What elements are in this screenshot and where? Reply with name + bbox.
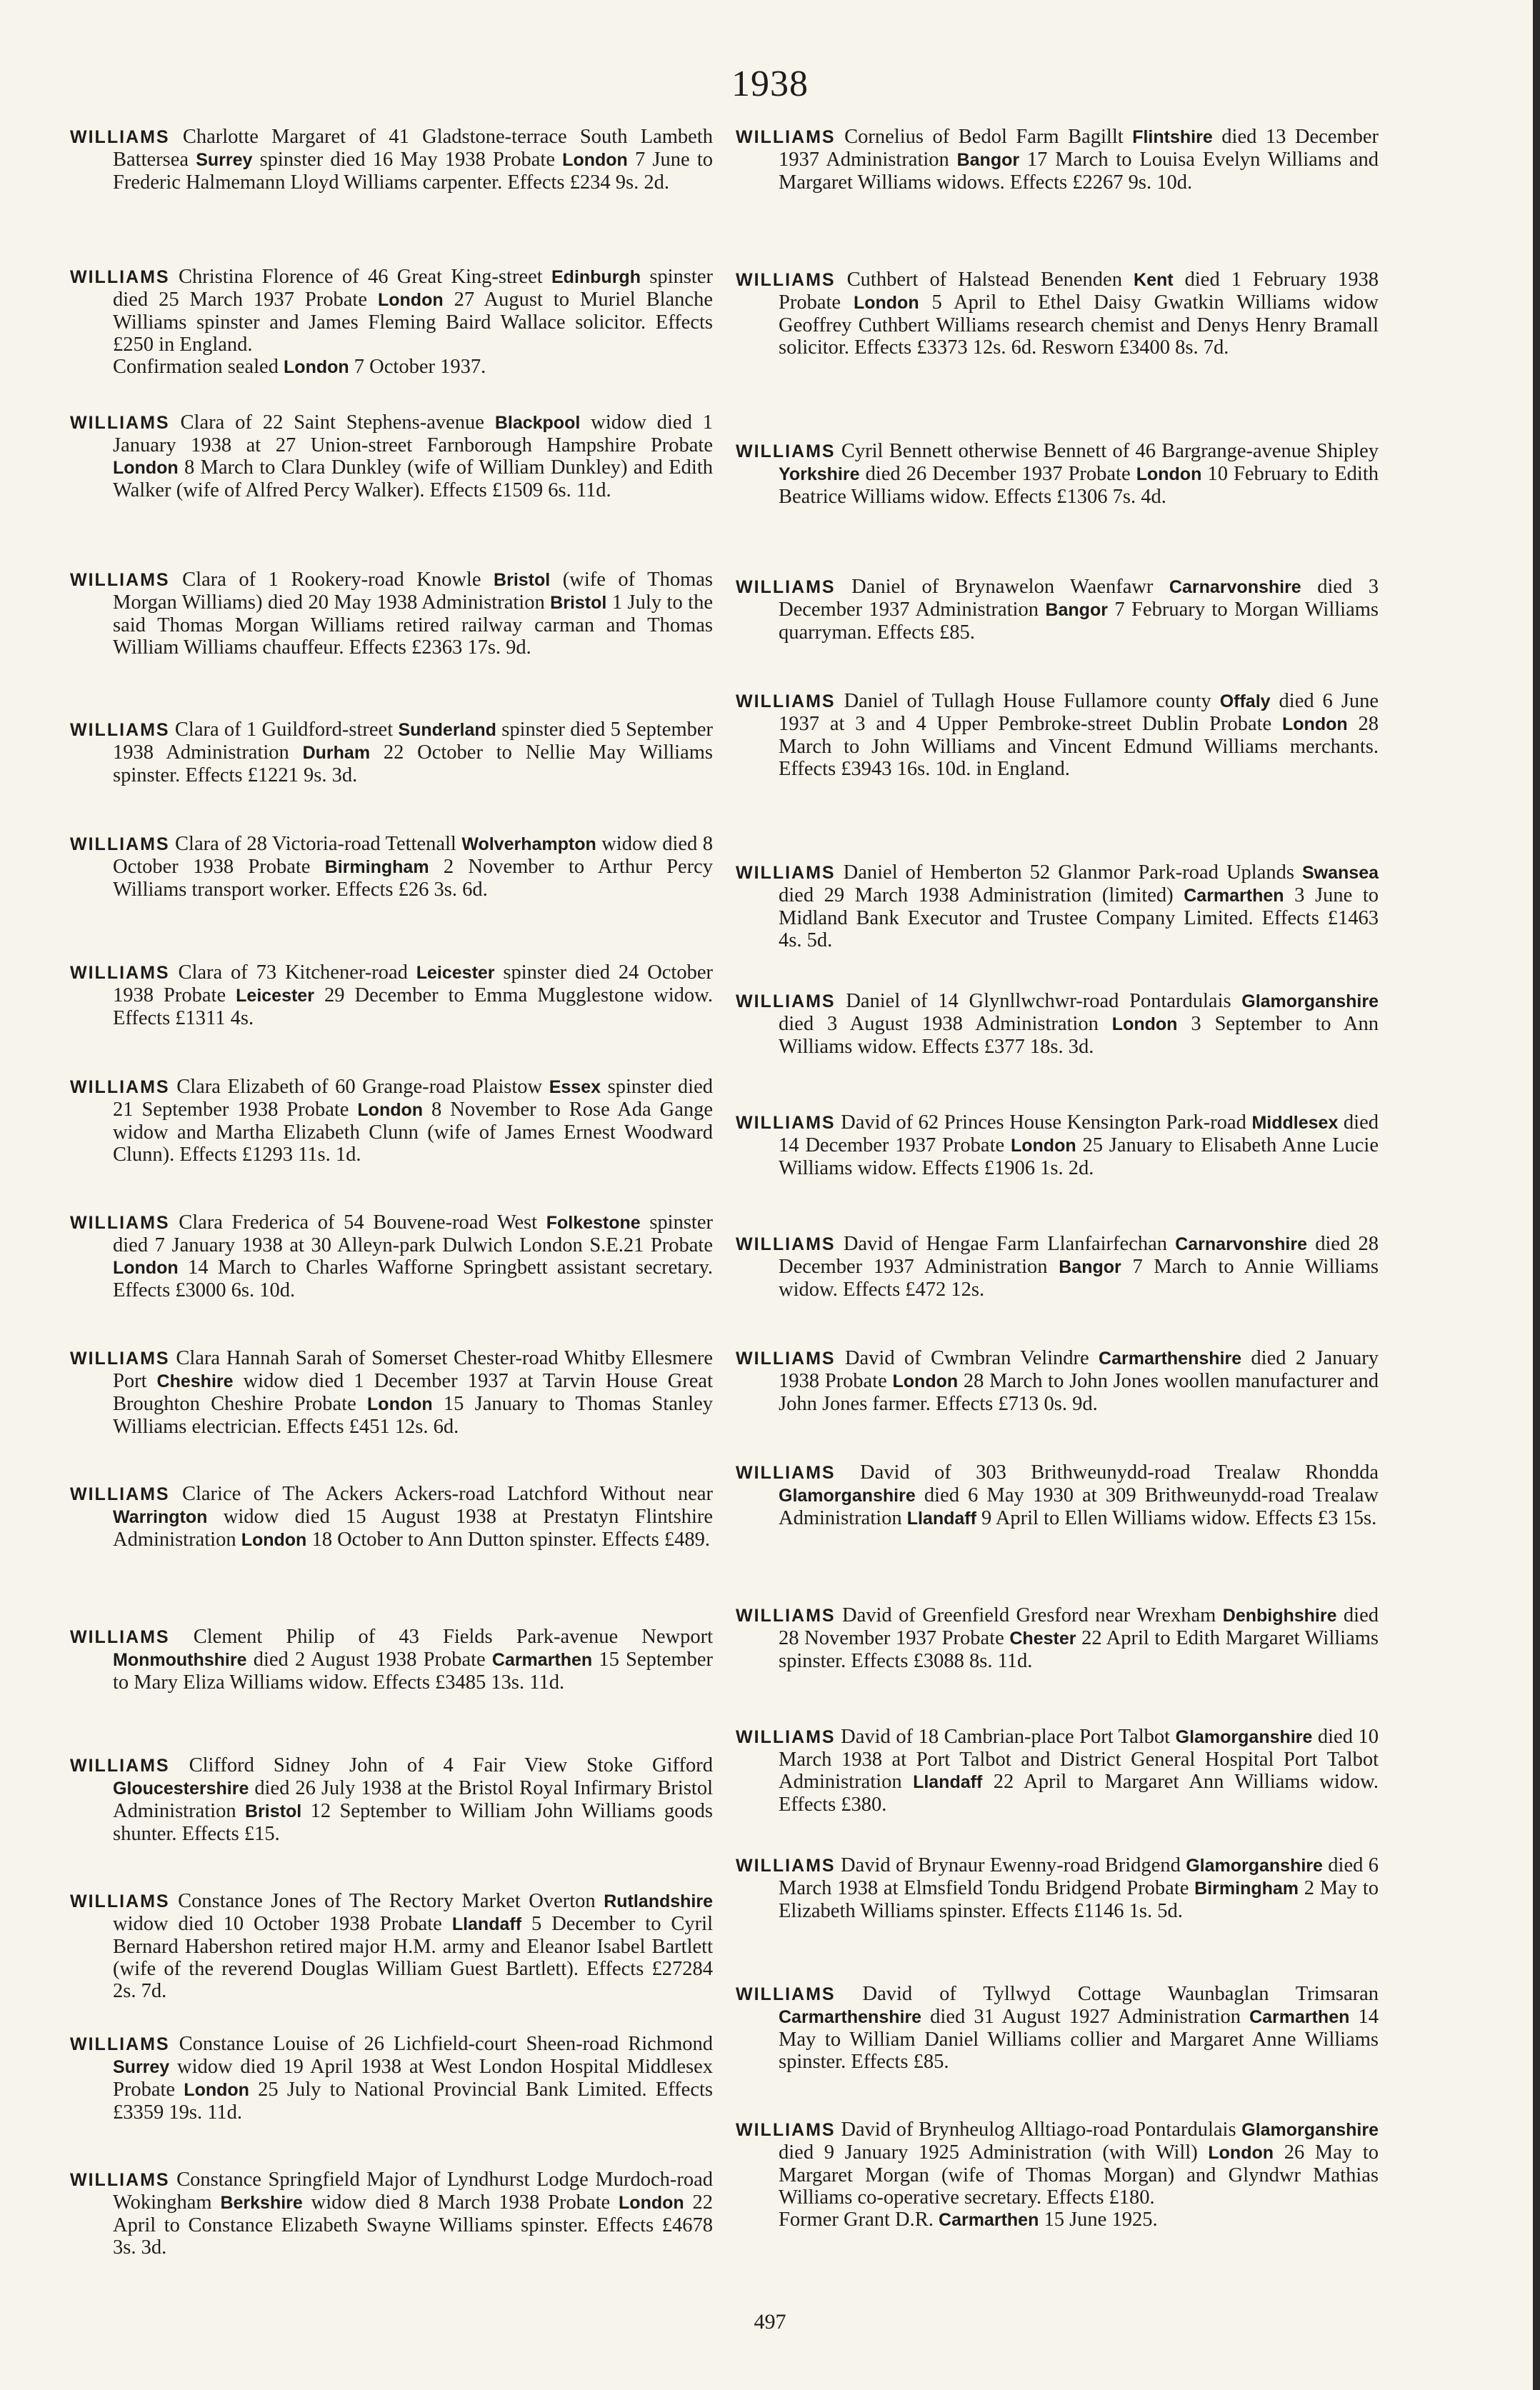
entry-place-name: Bangor [1059, 1257, 1121, 1277]
entry-place-name: London [184, 2080, 249, 2100]
entry-text-run: Clara of 73 Kitchener-road [178, 961, 416, 984]
entry-text-run: 15 September to Mary Eliza Williams widow. Effects £3485 13s. 11d. [113, 1649, 713, 1694]
entry-place-name: Carmarthen [1249, 2007, 1350, 2027]
entry-text-run: died 6 May 1930 at 309 Brithweunydd-road Trealaw Administration [779, 1484, 1379, 1529]
probate-entry [70, 1890, 713, 2002]
entry-text-run: Clara of 1 Guildford-street [174, 719, 399, 741]
probate-entry [736, 1983, 1379, 2073]
entry-surname: WILLIAMS [736, 1856, 836, 1876]
probate-entry [70, 1754, 713, 1845]
probate-entry [736, 1604, 1379, 1672]
entry-text [70, 1890, 713, 2002]
entry-text-run: Clara Hannah Sarah of Somerset Chester-road Whitby Ellesmere Port [113, 1347, 713, 1392]
entry-surname: WILLIAMS [736, 1606, 836, 1626]
entry-text-run: 22 April to Constance Elizabeth Swayne Williams spinster. Effects £4678 3s. 3d. [113, 2191, 714, 2259]
probate-entry [70, 719, 713, 786]
entry-text-run: Daniel of Brynawelon Waenfawr [851, 576, 1169, 598]
entry-text-run: spinster died 21 September 1938 Probate [113, 1076, 713, 1121]
entry-text-run: died 26 July 1938 at the Bristol Royal Infirmary Bristol Administration [113, 1777, 713, 1822]
entry-additional-line [70, 356, 713, 379]
entry-place-name: Birmingham [1194, 1879, 1299, 1899]
entry-text-run: widow died 10 October 1938 Probate [113, 1913, 452, 1935]
entry-text-run: 5 December to Cyril Bernard Habershon retired major H.M. army and Eleanor Isabel Bartlett (wife of the reverend Douglas William Guest Bartlett). Effects £27284 2s. 7d. [113, 1913, 713, 2002]
entry-place-name: Wolverhampton [461, 834, 596, 854]
entry-surname: WILLIAMS [70, 570, 170, 590]
entry-surname: WILLIAMS [736, 1727, 836, 1747]
entry-text-run: David of Cwmbran Velindre [844, 1347, 1099, 1369]
entry-text [70, 411, 713, 501]
entry-text [70, 1347, 713, 1438]
entry-place-name: Middlesex [1251, 1113, 1339, 1133]
entry-place-name: Bristol [550, 593, 607, 613]
entry-place-name: Swansea [1302, 863, 1379, 883]
entry-text-run: David of 62 Princes House Kensington Park-road [841, 1111, 1252, 1134]
entry-place-name: London [892, 1371, 959, 1391]
probate-entry [736, 861, 1379, 951]
page-edge-shadow [1533, 0, 1540, 2390]
entry-surname: WILLIAMS [736, 691, 836, 711]
entry-place-name: Denbighshire [1222, 1606, 1337, 1626]
entry-surname: WILLIAMS [70, 1756, 170, 1776]
page-number: 497 [754, 2310, 786, 2334]
entry-text-run: David of Tyllwyd Cottage Waunbaglan Trimsaran [862, 1983, 1379, 2005]
entry-place-name: London [1010, 1136, 1076, 1156]
entry-text [736, 576, 1379, 644]
entry-text-run: 10 February to Edith Beatrice Williams widow. Effects £1306 7s. 4d. [779, 463, 1379, 508]
entry-text-run: died 6 June 1937 at 3 and 4 Upper Pembroke-street Dublin Probate [779, 690, 1379, 735]
entry-text-run: widow died 1 December 1937 at Tarvin House Great Broughton Cheshire Probate [113, 1370, 713, 1415]
entry-text-run: Cyril Bennett otherwise Bennett of 46 Bargrange-avenue Shipley [841, 440, 1379, 462]
entry-surname: WILLIAMS [736, 1984, 836, 2004]
entry-place-name: Gloucestershire [113, 1779, 249, 1799]
entry-text [736, 1111, 1379, 1179]
entry-text [736, 126, 1379, 194]
entry-text-run: Christina Florence of 46 Great King-street [178, 266, 551, 288]
entry-place-name: Llandaff [913, 1772, 983, 1792]
probate-entry [70, 1347, 713, 1438]
entry-text-run: 29 December to Emma Mugglestone widow. Effects £1311 4s. [113, 984, 713, 1029]
entry-text-run: 28 March to John Jones woollen manufacturer and John Jones farmer. Effects £713 0s. 9d. [779, 1370, 1379, 1415]
entry-text-run: David of Greenfield Gresford near Wrexham [842, 1604, 1223, 1626]
entry-place-name: Leicester [236, 986, 314, 1006]
entry-place-name: London [1208, 2143, 1274, 2163]
entry-text [70, 569, 713, 659]
entry-text-run: spinster died 5 September 1938 Administration [113, 719, 714, 764]
entry-place-name: London [113, 458, 179, 478]
entry-text-run: Cornelius of Bedol Farm Bagillt [844, 126, 1133, 148]
entry-text-run: died 26 December 1937 Probate [859, 463, 1136, 485]
entry-text [736, 1726, 1379, 1816]
probate-entry [70, 1626, 713, 1694]
probate-entry [736, 1347, 1379, 1415]
entry-text-run: David of Brynheulog Alltiago-road Pontardulais [841, 2119, 1242, 2141]
entry-place-name: Glamorganshire [1186, 1856, 1323, 1876]
entry-text-run: died 3 December 1937 Administration [779, 576, 1379, 621]
entry-text [70, 833, 713, 901]
probate-entry [70, 126, 713, 194]
entry-text-run: died 13 December 1937 Administration [779, 126, 1379, 171]
entry-place-name: London [1136, 464, 1202, 484]
entry-surname: WILLIAMS [70, 834, 170, 854]
entry-place-name: Carmarthen [491, 1650, 593, 1670]
entry-place-name: Flintshire [1132, 127, 1213, 147]
entry-text-run: 15 January to Thomas Stanley Williams electrician. Effects £451 12s. 6d. [113, 1393, 713, 1438]
entry-text-run: spinster died 25 March 1937 Probate [113, 266, 713, 311]
entry-surname: WILLIAMS [70, 1484, 170, 1504]
entry-surname: WILLIAMS [70, 1891, 170, 1911]
entry-surname: WILLIAMS [70, 720, 170, 740]
entry-text-run: Confirmation sealed [113, 356, 284, 378]
entry-surname: WILLIAMS [70, 963, 170, 983]
entry-text-run: 7 February to Morgan Williams quarryman. Effects £85. [779, 599, 1379, 644]
entry-text-run: Charlotte Margaret of 41 Gladstone-terrace South Lambeth Battersea [113, 126, 713, 171]
entry-place-name: Glamorganshire [1175, 1727, 1313, 1747]
entry-place-name: Warrington [113, 1507, 208, 1527]
entry-place-name: Llandaff [451, 1914, 522, 1934]
entry-surname: WILLIAMS [70, 127, 170, 147]
entry-surname: WILLIAMS [70, 267, 170, 287]
entry-text-run: 7 October 1937. [349, 356, 486, 378]
entry-place-name: Edinburgh [551, 267, 641, 287]
probate-entry [70, 1076, 713, 1166]
entry-text-run: died 2 August 1938 Probate [246, 1649, 492, 1671]
entry-place-name: Glamorganshire [1241, 2120, 1379, 2140]
entry-text-run: died 28 December 1937 Administration [779, 1233, 1379, 1278]
entry-surname: WILLIAMS [70, 2034, 170, 2054]
entry-surname: WILLIAMS [70, 2170, 170, 2190]
entry-text [736, 1604, 1379, 1672]
entry-text [736, 440, 1379, 508]
probate-entry [70, 961, 713, 1029]
entry-place-name: Carmarthen [939, 2210, 1039, 2230]
entry-surname: WILLIAMS [736, 127, 836, 147]
entry-place-name: Chester [1009, 1629, 1076, 1649]
probate-entry [736, 990, 1379, 1058]
entry-text-run: died 10 March 1938 at Port Talbot and District General Hospital Port Talbot Administration [779, 1726, 1379, 1793]
entry-place-name: London [367, 1394, 433, 1414]
entry-text-run: widow died 1 January 1938 at 27 Union-street Farnborough Hampshire Probate [113, 411, 713, 456]
entry-place-name: Durham [302, 743, 371, 763]
probate-entry [736, 1854, 1379, 1922]
entry-text-run: 18 October to Ann Dutton spinster. Effects £489. [306, 1529, 710, 1551]
entry-text-run: 2 May to Elizabeth Williams spinster. Effects £1146 1s. 5d. [779, 1877, 1379, 1922]
entry-place-name: Essex [549, 1077, 601, 1097]
entry-text [736, 990, 1379, 1058]
entry-text-run: 22 April to Edith Margaret Williams spinster. Effects £3088 8s. 11d. [779, 1627, 1379, 1672]
page-year-heading: 1938 [731, 64, 809, 104]
entry-surname: WILLIAMS [736, 270, 836, 290]
entry-text-run: David of 18 Cambrian-place Port Talbot [841, 1726, 1176, 1748]
entry-text-run: 25 January to Elisabeth Anne Lucie Williams widow. Effects £1906 1s. 2d. [779, 1134, 1379, 1179]
entry-text-run: Clara of 28 Victoria-road Tettenall [175, 833, 462, 855]
probate-entry [70, 1483, 713, 1551]
probate-entry [70, 1211, 713, 1301]
entry-text [736, 1461, 1379, 1530]
entry-text [70, 126, 713, 194]
entry-place-name: Kent [1134, 270, 1174, 290]
entry-text-run: Daniel of 14 Glynllwchwr-road Pontardulais [846, 990, 1242, 1012]
entry-place-name: Bristol [494, 570, 551, 590]
entry-place-name: Bangor [1045, 600, 1108, 620]
entry-text-run: 26 May to Margaret Morgan (wife of Thomas Morgan) and Glyndwr Mathias Williams co-operative secretary. Effects £180. [779, 2141, 1379, 2209]
entry-text-run: Former Grant D.R. [779, 2209, 939, 2231]
entry-text-run: Clarice of The Ackers Ackers-road Latchford Without near [181, 1483, 714, 1505]
entry-text [736, 2119, 1379, 2209]
entry-text [70, 961, 713, 1029]
entry-surname: WILLIAMS [70, 1213, 170, 1233]
entry-text-run: 28 March to John Williams and Vincent Edmund Williams merchants. Effects £3943 16s. 10d. in England. [779, 713, 1379, 780]
probate-entry [736, 1233, 1379, 1301]
entry-place-name: London [1111, 1014, 1178, 1034]
entry-place-name: Carnarvonshire [1169, 577, 1301, 597]
entry-surname: WILLIAMS [70, 1077, 170, 1097]
entry-text-run: 3 September to Ann Williams widow. Effects £377 18s. 3d. [779, 1013, 1379, 1058]
probate-entry [736, 2119, 1379, 2231]
entry-text [736, 861, 1379, 951]
entry-place-name: Monmouthshire [113, 1650, 247, 1670]
entry-place-name: Carnarvonshire [1175, 1234, 1307, 1254]
entry-text-run: 12 September to William John Williams goods shunter. Effects £15. [113, 1800, 713, 1845]
entry-text [736, 690, 1379, 780]
entry-text [70, 1483, 713, 1551]
probate-entry [70, 266, 713, 379]
entry-text-run: died 9 January 1925 Administration (with Will) [779, 2141, 1209, 2164]
entry-place-name: London [1282, 714, 1348, 734]
entry-text-run: Constance Springfield Major of Lyndhurst Lodge Murdoch-road Wokingham [113, 2169, 713, 2214]
entry-place-name: Folkestone [546, 1213, 641, 1233]
entry-surname: WILLIAMS [736, 441, 836, 461]
entry-text-run: 8 November to Rose Ada Gange widow and Martha Elizabeth Clunn (wife of James Ernest Woodward Clunn). Effects £1293 11s. 1d. [113, 1099, 713, 1166]
entry-text-run: 14 March to Charles Wafforne Springbett assistant secretary. Effects £3000 6s. 10d. [113, 1256, 713, 1301]
entry-text-run: 22 October to Nellie May Williams spinster. Effects £1221 9s. 3d. [113, 741, 713, 786]
probate-entry [736, 440, 1379, 508]
entry-text [70, 1626, 713, 1694]
entry-surname: WILLIAMS [736, 863, 836, 883]
entry-text-run: David of Hengae Farm Llanfairfechan [843, 1233, 1176, 1255]
entry-text-run: 7 March to Annie Williams widow. Effects £472 12s. [779, 1256, 1379, 1301]
entry-text-run: widow died 8 October 1938 Probate [113, 833, 714, 878]
entry-surname: WILLIAMS [736, 577, 836, 597]
probate-entry [70, 411, 713, 501]
entry-text-run: Daniel of Tullagh House Fullamore county [844, 690, 1220, 712]
entry-text-run: 22 April to Margaret Ann Williams widow. Effects £380. [779, 1771, 1379, 1816]
probate-entry [70, 569, 713, 659]
entry-text-run: 27 August to Muriel Blanche Williams spinster and James Fleming Baird Wallace solicitor. Effects £250 in England. [113, 289, 713, 356]
entry-surname: WILLIAMS [736, 1234, 836, 1254]
entry-text-run: died 29 March 1938 Administration (limited) [779, 884, 1184, 906]
entry-text [736, 1983, 1379, 2073]
entry-text-run: spinster died 16 May 1938 Probate [252, 149, 563, 171]
entry-text-run: widow died 19 April 1938 at West London Hospital Middlesex Probate [113, 2056, 713, 2101]
entry-text-run: died 2 January 1938 Probate [779, 1347, 1379, 1392]
entry-place-name: London [853, 293, 919, 313]
entry-text-run: Clifford Sidney John of 4 Fair View Stoke Gifford [189, 1754, 714, 1776]
entry-place-name: Yorkshire [779, 464, 860, 484]
entry-place-name: Glamorganshire [1241, 991, 1379, 1011]
entry-surname: WILLIAMS [70, 413, 170, 433]
entry-text-run: 25 July to National Provincial Bank Limited. Effects £3359 19s. 11d. [113, 2079, 713, 2124]
probate-entry [736, 269, 1379, 359]
entry-text-run: 17 March to Louisa Evelyn Williams and Margaret Williams widows. Effects £2267 9s. 10d. [779, 149, 1379, 194]
entry-place-name: Carmarthenshire [1099, 1349, 1242, 1369]
entry-text-run: Clara Frederica of 54 Bouvene-road West [179, 1211, 546, 1234]
entry-place-name: Leicester [416, 963, 495, 983]
entry-text [70, 719, 713, 786]
entry-place-name: London [619, 2193, 684, 2213]
entry-place-name: Offaly [1219, 691, 1271, 711]
entry-text-run: 7 June to Frederic Halmemann Lloyd Williams carpenter. Effects £234 9s. 2d. [113, 149, 713, 194]
probate-entry [736, 1461, 1379, 1530]
entry-text-run: widow died 15 August 1938 at Prestatyn Flintshire Administration [113, 1506, 713, 1551]
entry-surname: WILLIAMS [736, 991, 836, 1011]
entry-text-run: David of 303 Brithweunydd-road Trealaw Rhondda [859, 1461, 1379, 1484]
entry-place-name: Glamorganshire [779, 1486, 916, 1506]
entry-text-run: Clara of 1 Rookery-road Knowle [182, 569, 494, 591]
entry-place-name: Bangor [956, 150, 1020, 170]
entry-text-run: 2 November to Arthur Percy Williams transport worker. Effects £26 3s. 6d. [113, 856, 713, 901]
entry-place-name: London [357, 1100, 424, 1120]
entry-text [70, 1076, 713, 1166]
entry-place-name: London [241, 1530, 307, 1550]
entry-surname: WILLIAMS [736, 1349, 836, 1369]
entry-text [736, 1347, 1379, 1415]
entry-place-name: Carmarthenshire [779, 2007, 922, 2027]
entry-text-run: Clara Elizabeth of 60 Grange-road Plaistow [176, 1076, 549, 1098]
entry-text-run: spinster died 7 January 1938 at 30 Alleyn-park Dulwich London S.E.21 Probate [113, 1211, 713, 1256]
probate-entry [736, 690, 1379, 780]
entry-text-run: 1 July to the said Thomas Morgan Williams retired railway carman and Thomas William Williams chauffeur. Effects £2363 17s. 9d. [113, 591, 714, 659]
entry-text-run: died 6 March 1938 at Elmsfield Tondu Bridgend Probate [779, 1854, 1379, 1899]
entry-place-name: London [284, 357, 349, 377]
entry-text [736, 1854, 1379, 1922]
probate-entry [736, 576, 1379, 644]
entry-additional-line [736, 2209, 1379, 2231]
entry-place-name: Llandaff [906, 1509, 976, 1529]
entry-place-name: Cheshire [156, 1371, 234, 1391]
probate-entry [736, 1726, 1379, 1816]
entry-text-run: Constance Jones of The Rectory Market Overton [178, 1890, 604, 1912]
entry-text-run: 14 May to William Daniel Williams collier and Margaret Anne Williams spinster. Effects £85. [779, 2006, 1379, 2073]
entry-text-run: Cuthbert of Halstead Benenden [846, 269, 1134, 291]
entry-place-name: Surrey [196, 150, 253, 170]
entry-text-run: died 14 December 1937 Probate [779, 1111, 1379, 1156]
entry-text-run: 15 June 1925. [1039, 2209, 1158, 2231]
entry-surname: WILLIAMS [736, 1113, 836, 1133]
entry-text-run: Clara of 22 Saint Stephens-avenue [180, 411, 495, 434]
entry-surname: WILLIAMS [736, 2120, 836, 2140]
probate-entry [70, 2169, 713, 2259]
entry-text-run: died 31 August 1927 Administration [921, 2006, 1250, 2028]
entry-text-run: Constance Louise of 26 Lichfield-court Sheen-road Richmond [179, 2033, 713, 2055]
entry-place-name: Bristol [244, 1801, 302, 1821]
entry-place-name: Rutlandshire [604, 1891, 713, 1911]
probate-entry [70, 2033, 713, 2124]
entry-place-name: London [562, 150, 628, 170]
entry-text [70, 2169, 713, 2259]
entry-text-run: 8 March to Clara Dunkley (wife of William Dunkley) and Edith Walker (wife of Alfred Percy Walker). Effects £1509 6s. 11d. [113, 456, 713, 501]
entry-text-run: 9 April to Ellen Williams widow. Effects £3 15s. [976, 1507, 1377, 1529]
entry-place-name: Blackpool [494, 413, 581, 433]
entry-text-run: David of Brynaur Ewenny-road Bridgend [840, 1854, 1186, 1876]
entry-text-run: widow died 8 March 1938 Probate [302, 2191, 619, 2214]
entry-text-run: 5 April to Ethel Daisy Gwatkin Williams widow Geoffrey Cuthbert Williams research chemist and Denys Henry Bramall solicitor. Effects £3373 12s. 6d. Resworn £3400 8s. 7d. [779, 291, 1379, 359]
entry-text-run: 3 June to Midland Bank Executor and Trustee Company Limited. Effects £1463 4s. 5d. [779, 884, 1379, 951]
probate-entry [736, 126, 1379, 194]
entry-text [70, 1754, 713, 1845]
entry-text-run: Clement Philip of 43 Fields Park-avenue Newport [193, 1626, 713, 1648]
entry-place-name: Surrey [113, 2057, 170, 2077]
entry-place-name: Carmarthen [1184, 886, 1284, 906]
entry-surname: WILLIAMS [70, 1627, 170, 1647]
probate-entry [736, 1111, 1379, 1179]
entry-text-run: spinster died 24 October 1938 Probate [113, 961, 713, 1006]
entry-text-run: Daniel of Hemberton 52 Glanmor Park-road Uplands [843, 861, 1302, 884]
probate-entry [70, 833, 713, 901]
entry-text [70, 266, 713, 356]
entry-text-run: died 3 August 1938 Administration [779, 1013, 1112, 1035]
entry-place-name: Berkshire [220, 2193, 303, 2213]
entry-surname: WILLIAMS [736, 1463, 836, 1483]
entry-place-name: Birmingham [324, 857, 429, 877]
entry-text-run: died 28 November 1937 Probate [779, 1604, 1379, 1649]
entry-place-name: London [113, 1258, 179, 1278]
entry-surname: WILLIAMS [70, 1349, 170, 1369]
entry-text [70, 2033, 713, 2124]
entry-place-name: London [377, 290, 444, 310]
entry-text-run: died 1 February 1938 Probate [779, 269, 1379, 314]
entry-text [736, 1233, 1379, 1301]
entry-text [70, 1211, 713, 1301]
entry-text [736, 269, 1379, 359]
entry-place-name: Sunderland [398, 720, 496, 740]
entry-text-run: (wife of Thomas Morgan Williams) died 20 May 1938 Administration [113, 569, 713, 614]
